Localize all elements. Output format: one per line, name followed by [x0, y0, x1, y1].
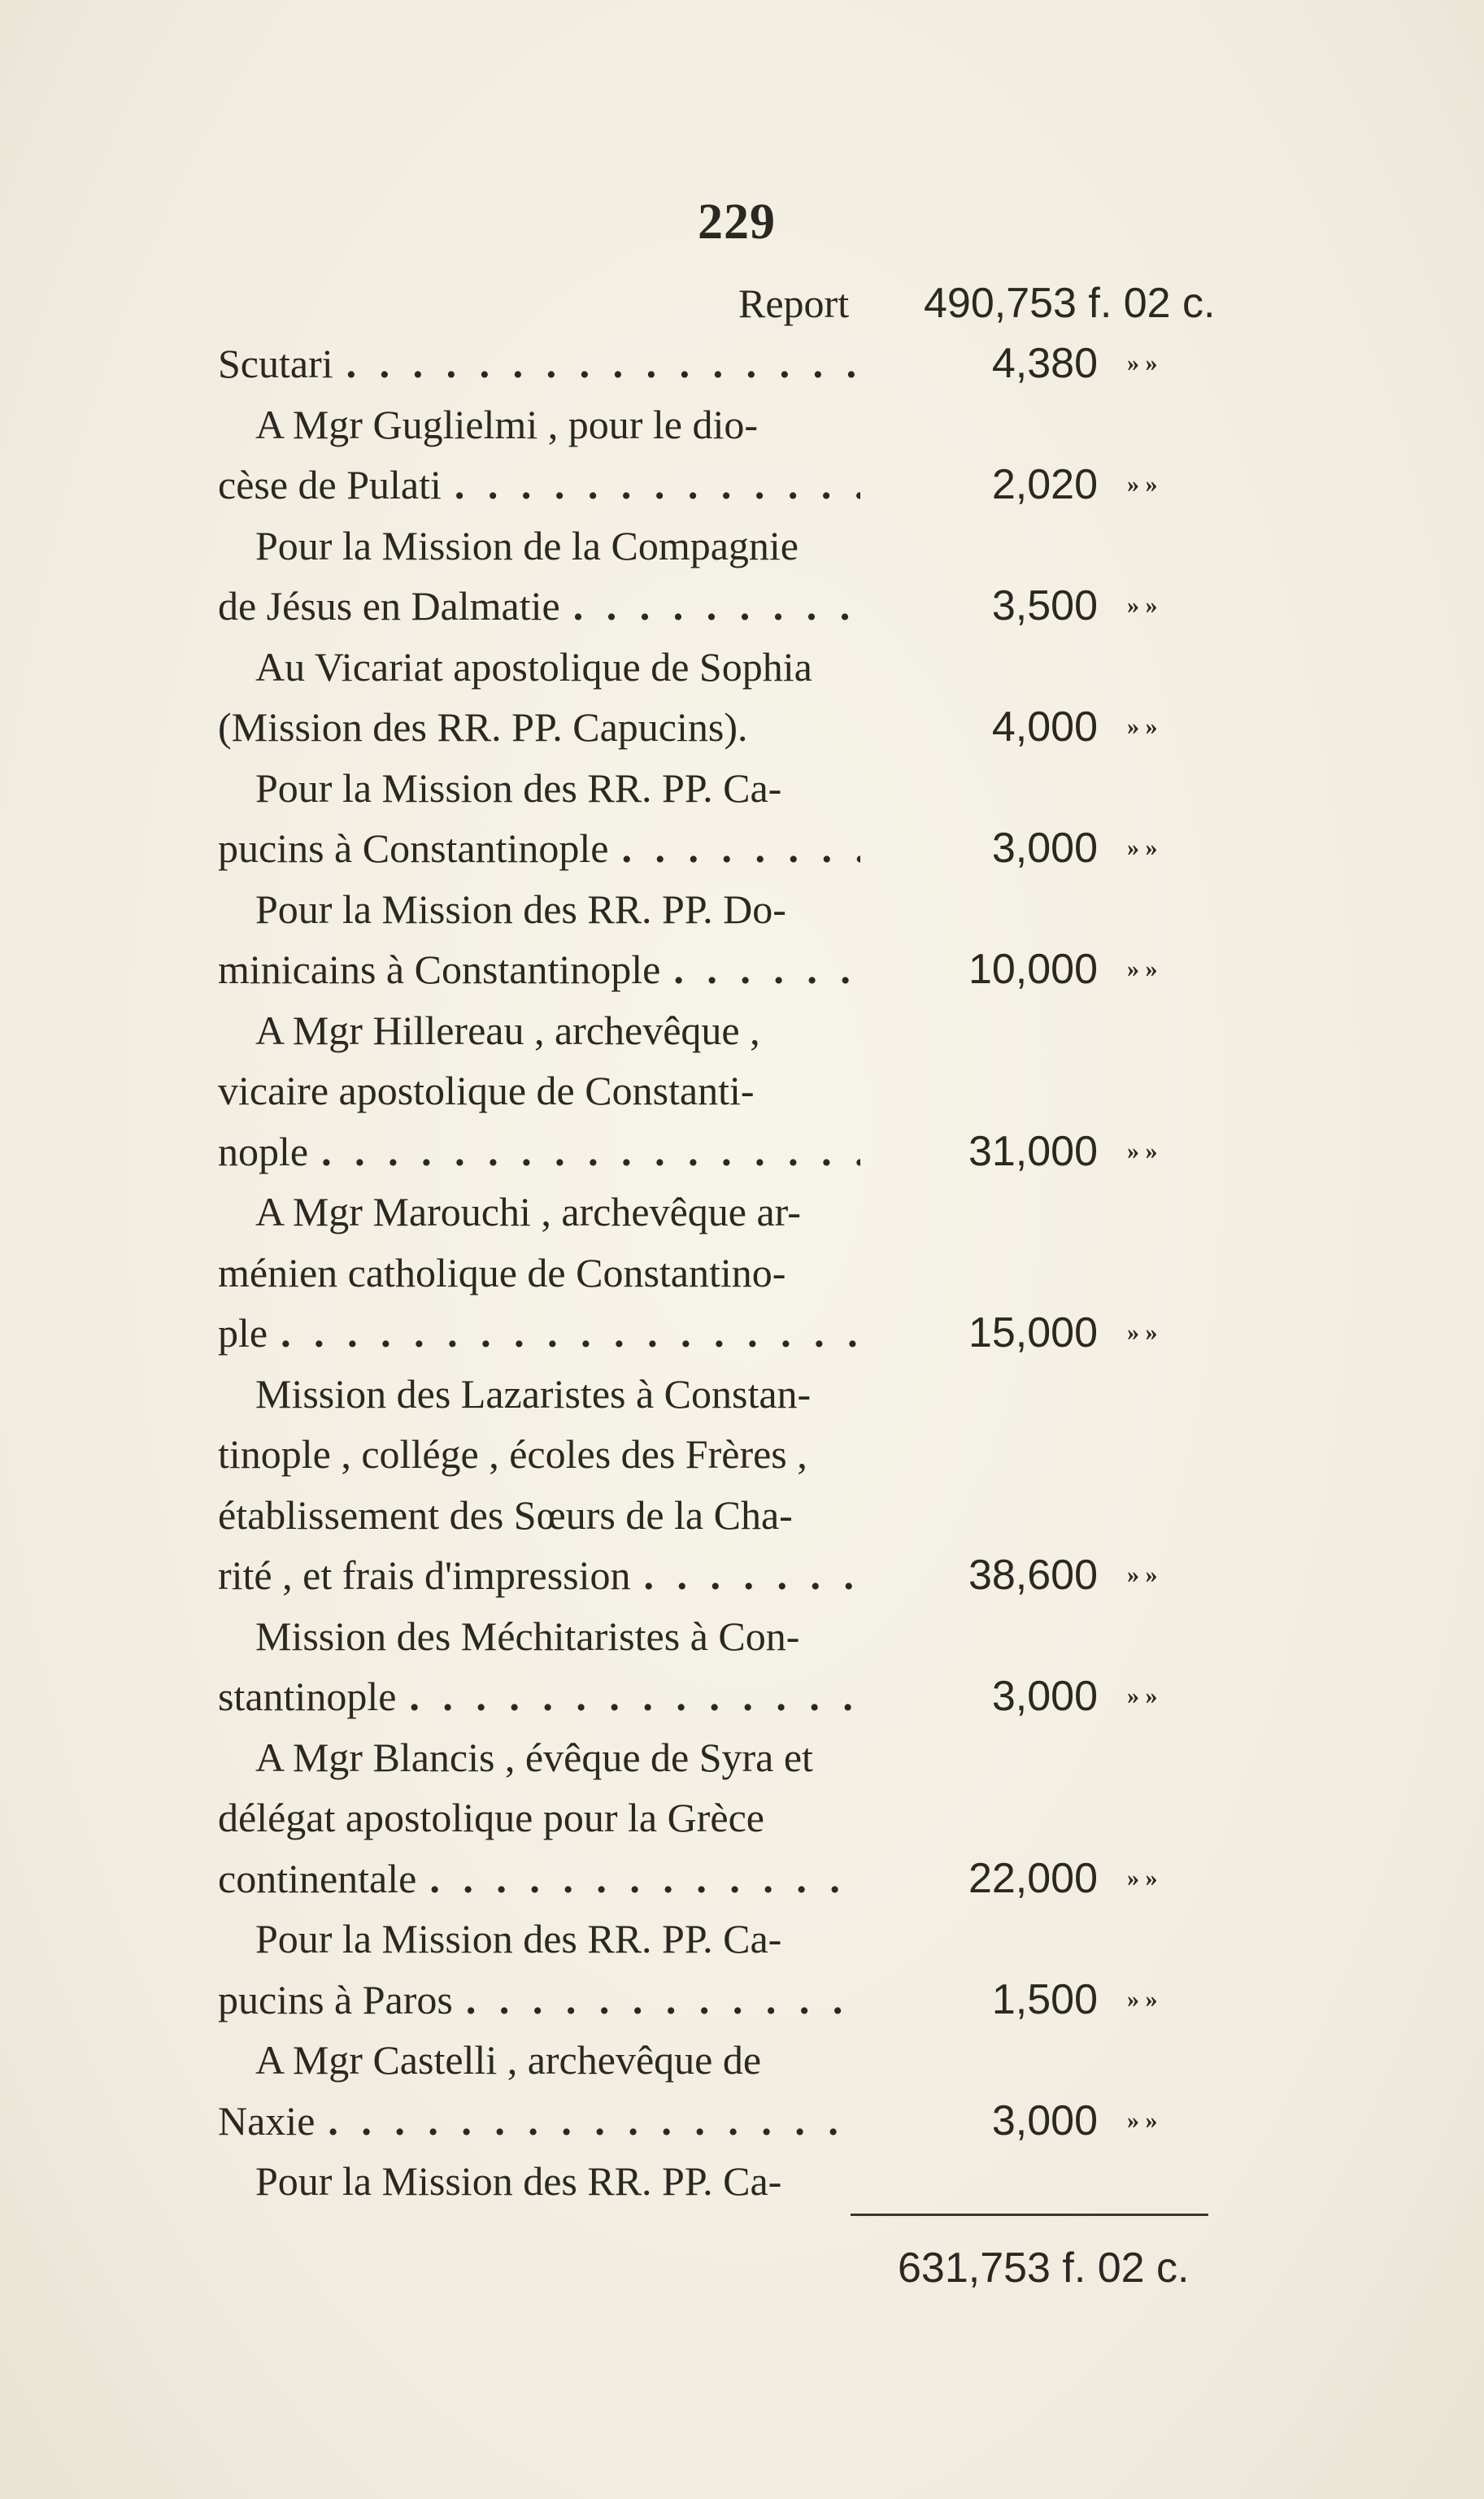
ledger-line: [218, 1545, 860, 1605]
ledger-line: [218, 1182, 860, 1242]
amount-value: 4,000: [991, 703, 1098, 751]
ledger-line: [218, 818, 860, 878]
amount-cents-mark: » »: [1127, 1137, 1158, 1165]
amount-cents-mark: » »: [1127, 713, 1158, 740]
ledger-line-text: délégat apostolique pour la Grèce: [218, 1795, 764, 1840]
amount-cents-mark: » »: [1127, 471, 1158, 498]
ledger-line-text: continentale: [218, 1855, 417, 1901]
ledger-line: [218, 1364, 860, 1424]
ledger-line-text: Pour la Mission des RR. PP. Ca-: [255, 764, 782, 811]
amount-cents-mark: » »: [1127, 956, 1158, 982]
amount-value: 38,600: [968, 1552, 1098, 1599]
ledger-line: [218, 1060, 860, 1121]
ledger-line: [218, 1606, 860, 1666]
ledger-line-text: nople: [218, 1128, 309, 1174]
amount-cents-mark: » »: [1127, 592, 1158, 619]
page-number: 229: [698, 194, 776, 250]
ledger-line-text: Scutari: [218, 341, 333, 386]
amount-cents-mark: » »: [1127, 1985, 1158, 2013]
ledger-line-text: A Mgr Blancis , évêque de Syra et: [255, 1734, 813, 1780]
amount-cents-mark: » »: [1127, 1683, 1158, 1709]
ledger-line-text: pucins à Constantinople: [218, 825, 609, 871]
ledger-line: [218, 1666, 860, 1726]
ledger-line: [218, 1727, 860, 1787]
amount-value: 3,000: [991, 1673, 1098, 1720]
dot-leader: [416, 1848, 860, 1909]
amount-value: 4,380: [991, 340, 1098, 387]
ledger-line: [218, 2091, 860, 2151]
total-amount: 631,753 f. 02 c.: [898, 2244, 1190, 2292]
ledger-line: [218, 1424, 860, 1484]
ledger-line-text: Pour la Mission des RR. PP. Ca-: [255, 1916, 782, 1961]
ledger-line-text: Pour la Mission des RR. PP. Do-: [255, 886, 786, 932]
ledger-line: [218, 637, 860, 697]
dot-leader: [660, 939, 860, 999]
ledger-line-text: Au Vicariat apostolique de Sophia: [255, 643, 812, 690]
ledger-line-text: tinople , collége , écoles des Frères ,: [218, 1431, 807, 1477]
ledger-line: [218, 758, 860, 818]
amount-value: 10,000: [968, 946, 1098, 993]
amount-cents-mark: » »: [1127, 350, 1158, 377]
ledger-line-text: cèse de Pulati: [218, 462, 442, 507]
dot-leader: [315, 2091, 860, 2151]
dot-leader: [396, 1666, 860, 1726]
ledger-line: [218, 1303, 860, 1363]
ledger-line: [218, 394, 860, 455]
ledger-line-text: A Mgr Hillereau , archevêque ,: [255, 1007, 760, 1053]
ledger-line-text: Mission des Lazaristes à Constan-: [255, 1370, 812, 1417]
amount-value: 3,000: [991, 2096, 1098, 2144]
dot-leader: [442, 455, 860, 515]
ledger-line-text: de Jésus en Dalmatie: [218, 583, 560, 629]
amount-cents-mark: » »: [1127, 834, 1158, 861]
dot-leader: [631, 1545, 861, 1605]
amount-value: 1,500: [991, 1975, 1098, 2023]
ledger-line: [218, 1485, 860, 1545]
ledger-line-text: minicains à Constantinople: [218, 947, 661, 992]
ledger-line-text: vicaire apostolique de Constanti-: [218, 1068, 755, 1113]
ledger-line: [218, 576, 860, 636]
ledger-line-text: ple: [218, 1310, 268, 1356]
ledger-line: [218, 2151, 860, 2211]
ledger-line: [218, 516, 860, 576]
ledger-line: [218, 333, 860, 394]
amount-value: 22,000: [968, 1854, 1098, 1902]
ledger-line-text: A Mgr Marouchi , archevêque ar-: [255, 1189, 801, 1234]
dot-leader: [560, 576, 860, 636]
ledger-line-text: ménien catholique de Constantino-: [218, 1249, 786, 1295]
dot-leader: [308, 1121, 860, 1182]
ledger-line: [218, 1909, 860, 1969]
report-amount: 490,753 f. 02 c.: [924, 280, 1216, 327]
ledger-line-text: stantinople: [218, 1674, 397, 1719]
report-label: Report: [738, 281, 850, 326]
dot-leader: [453, 1970, 860, 2030]
ledger-line: [218, 1243, 860, 1303]
ledger-line-text: rité , et frais d'impression: [218, 1552, 631, 1598]
amount-value: 31,000: [968, 1127, 1098, 1175]
dot-leader: [609, 818, 861, 878]
amount-cents-mark: » »: [1127, 1561, 1158, 1588]
ledger-line: [218, 1121, 860, 1182]
ledger-line-text: pucins à Paros: [218, 1976, 453, 2022]
ledger-line-text: Naxie: [218, 2097, 316, 2144]
ledger-line: [218, 879, 860, 939]
amount-value: 3,000: [991, 825, 1098, 872]
amount-cents-mark: » »: [1127, 2106, 1158, 2134]
ledger-line: [218, 1970, 860, 2030]
ledger-line-text: A Mgr Castelli , archevêque de: [255, 2037, 762, 2083]
ledger-line-text: (Mission des RR. PP. Capucins).: [218, 704, 748, 750]
amount-value: 3,500: [991, 582, 1098, 629]
dot-leader: [333, 333, 860, 394]
amount-cents-mark: » »: [1127, 1864, 1158, 1892]
ledger-line: [218, 697, 860, 757]
dot-leader: [268, 1303, 860, 1363]
amount-cents-mark: » »: [1127, 1319, 1158, 1346]
ledger-line-text: Pour la Mission de la Compagnie: [255, 522, 799, 568]
ledger-line: [218, 1848, 860, 1909]
ledger-line-text: A Mgr Guglielmi , pour le dio-: [255, 401, 758, 447]
amount-value: 2,020: [991, 461, 1098, 508]
ledger-line-text: établissement des Sœurs de la Cha-: [218, 1491, 793, 1538]
ledger-line-text: Pour la Mission des RR. PP. Ca-: [255, 2158, 782, 2204]
ledger-line: [218, 1000, 860, 1060]
ledger-line: [218, 939, 860, 999]
ledger-line: [218, 455, 860, 515]
amount-value: 15,000: [968, 1309, 1098, 1356]
ledger-line: [218, 2030, 860, 2090]
ledger-line-text: Mission des Méchitaristes à Con-: [255, 1613, 800, 1659]
total-rule: [851, 2214, 1208, 2216]
ledger-line: [218, 1787, 860, 1848]
